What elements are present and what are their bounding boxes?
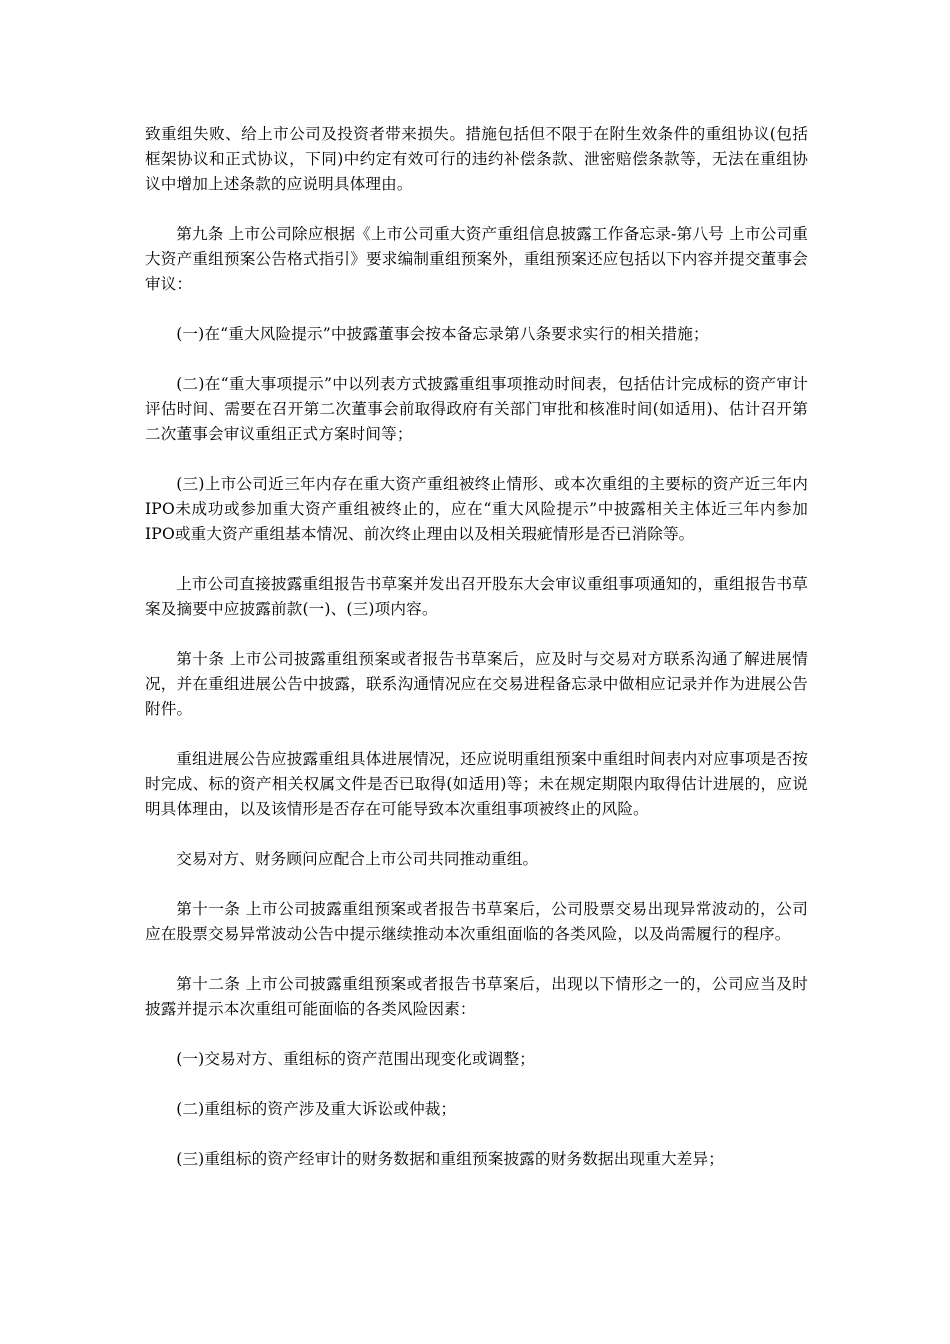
paragraph-article-11: 第十一条 上市公司披露重组预案或者报告书草案后，公司股票交易出现异常波动的，公司应在股票交易异常波动公告中提示继续推动本次重组面临的各类风险，以及尚需履行的程序。 — [145, 900, 808, 943]
paragraph-item-2: (二)在“重大事项提示”中以列表方式披露重组事项推动时间表，包括估计完成标的资产审计评估时间、需要在召开第二次董事会前取得政府有关部门审批和核准时间(如适用)、估计召开第二次董事会审议重组正式方案时间等； — [145, 375, 808, 443]
paragraph-risk-item-3: (三)重组标的资产经审计的财务数据和重组预案披露的财务数据出现重大差异； — [176, 1150, 724, 1168]
document-body — [145, 122, 808, 1197]
paragraph-article-9: 第九条 上市公司除应根据《上市公司重大资产重组信息披露工作备忘录-第八号 上市公司重大资产重组预案公告格式指引》要求编制重组预案外，重组预案还应包括以下内容并提交董事会审议： — [145, 225, 808, 293]
paragraph-continuation: 致重组失败、给上市公司及投资者带来损失。措施包括但不限于在附生效条件的重组协议(包括框架协议和正式协议，下同)中约定有效可行的违约补偿条款、泄密赔偿条款等，无法在重组协议中增加上述条款的应说明具体理由。 — [145, 125, 808, 193]
paragraph-risk-item-2: (二)重组标的资产涉及重大诉讼或仲裁； — [176, 1100, 457, 1118]
paragraph-progress-announcement: 重组进展公告应披露重组具体进展情况，还应说明重组预案中重组时间表内对应事项是否按时完成、标的资产相关权属文件是否已取得(如适用)等；未在规定期限内取得估计进展的，应说明具体理由，以及该情形是否存在可能导致本次重组事项被终止的风险。 — [145, 750, 808, 818]
paragraph-report-draft: 上市公司直接披露重组报告书草案并发出召开股东大会审议重组事项通知的，重组报告书草案及摘要中应披露前款(一)、(三)项内容。 — [145, 575, 808, 618]
paragraph-item-1: (一)在“重大风险提示”中披露董事会按本备忘录第八条要求实行的相关措施； — [176, 325, 709, 343]
paragraph-cooperation: 交易对方、财务顾问应配合上市公司共同推动重组。 — [176, 850, 539, 868]
paragraph-item-3: (三)上市公司近三年内存在重大资产重组被终止情形、或本次重组的主要标的资产近三年内IPO未成功或参加重大资产重组被终止的，应在“重大风险提示”中披露相关主体近三年内参加IPO或重大资产重组基本情况、前次终止理由以及相关瑕疵情形是否已消除等。 — [145, 475, 808, 543]
paragraph-article-12: 第十二条 上市公司披露重组预案或者报告书草案后，出现以下情形之一的，公司应当及时披露并提示本次重组可能面临的各类风险因素： — [145, 975, 808, 1018]
paragraph-risk-item-1: (一)交易对方、重组标的资产范围出现变化或调整； — [176, 1050, 536, 1068]
paragraph-article-10: 第十条 上市公司披露重组预案或者报告书草案后，应及时与交易对方联系沟通了解进展情况，并在重组进展公告中披露，联系沟通情况应在交易进程备忘录中做相应记录并作为进展公告附件。 — [145, 650, 808, 718]
